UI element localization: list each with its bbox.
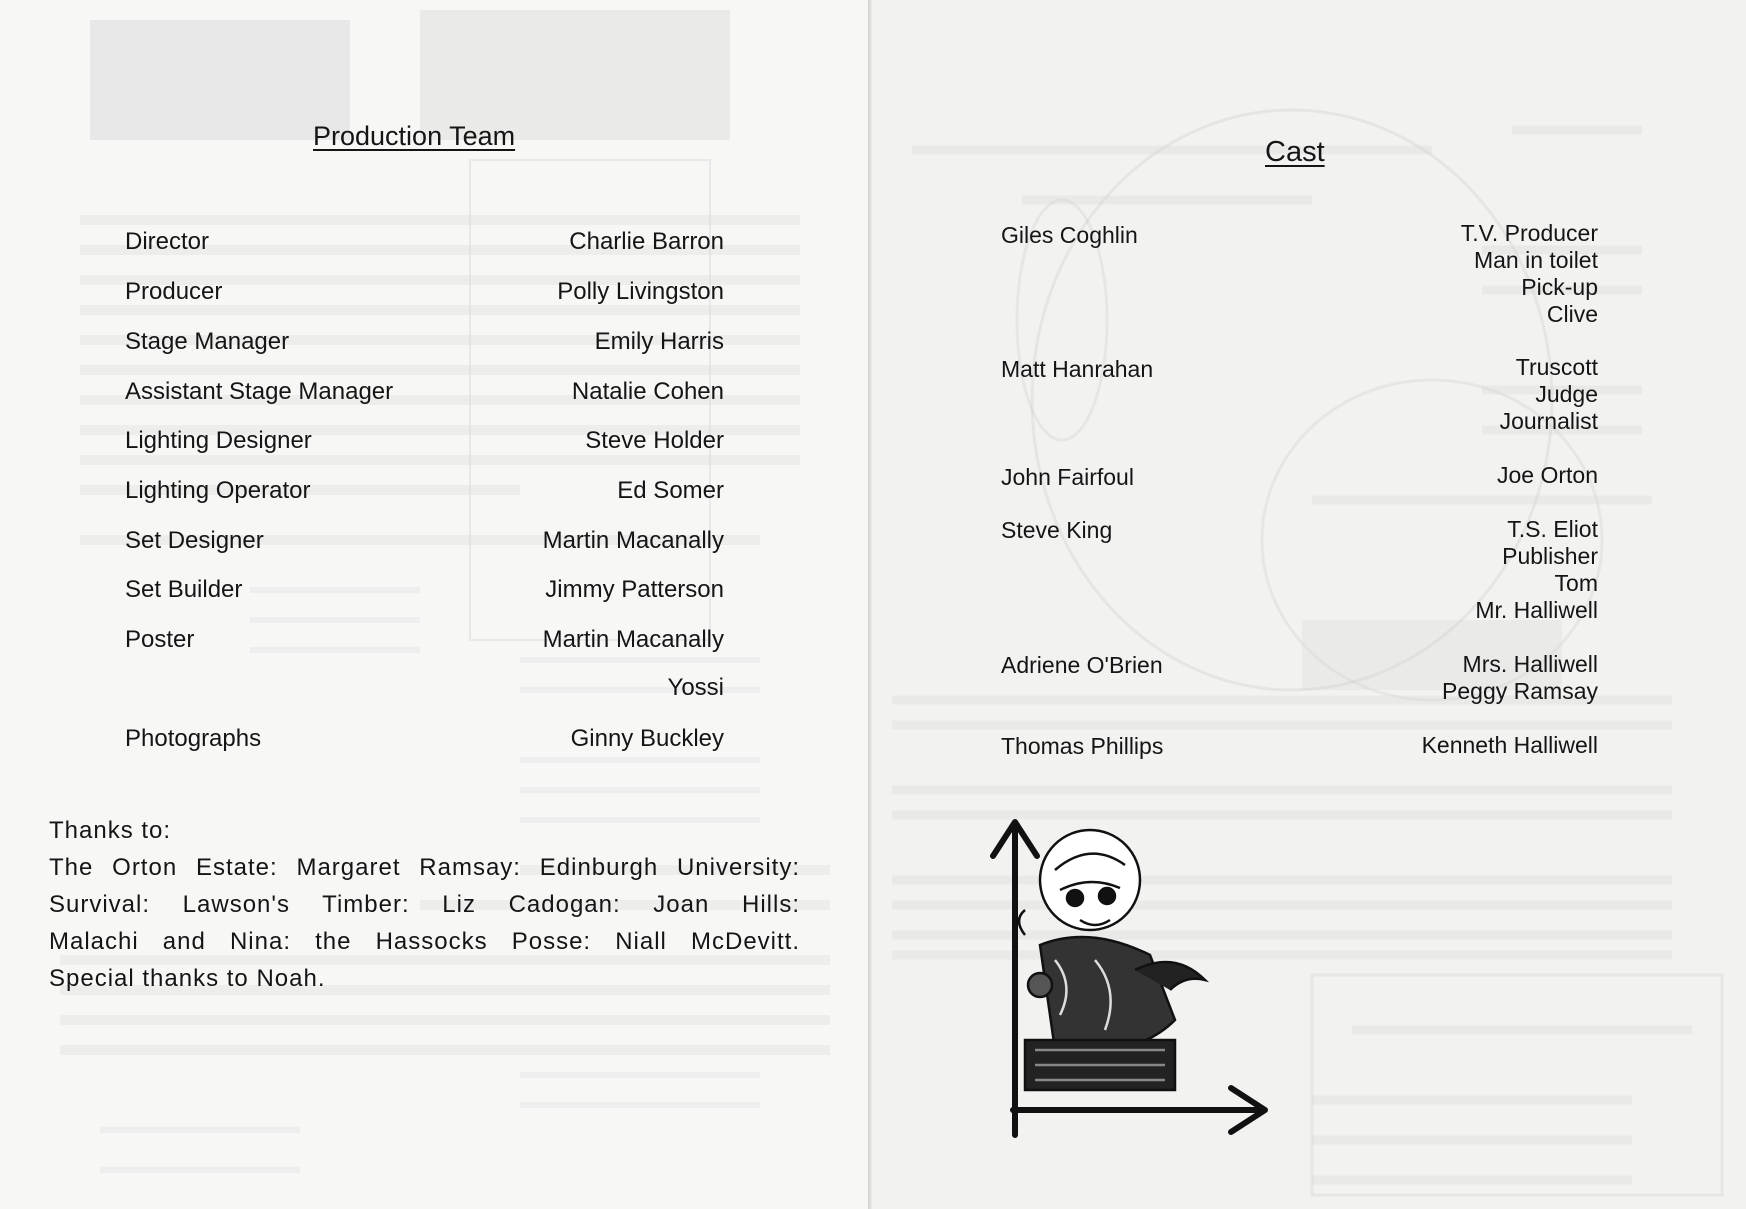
cast-actor: Giles Coghlin — [1001, 222, 1138, 248]
team-role: Director — [125, 228, 210, 255]
team-role: Poster — [125, 626, 195, 653]
team-row — [0, 477, 760, 511]
hunched-figure — [1019, 830, 1205, 1090]
role: Mrs. Halliwell — [1462, 651, 1598, 677]
team-member-name: Charlie Barron — [569, 228, 724, 255]
thanks-heading: Thanks to: — [49, 817, 172, 844]
cast-title: Cast — [1265, 136, 1325, 168]
team-row — [0, 576, 760, 610]
team-row — [0, 674, 760, 708]
team-member-name: Natalie Cohen — [571, 378, 724, 405]
team-member-name: Martin Macanally — [542, 626, 724, 653]
cast-roles — [1497, 462, 1598, 489]
cast-actor: Thomas Phillips — [1001, 733, 1164, 759]
team-member-name: Polly Livingston — [557, 278, 724, 305]
role: Journalist — [1499, 408, 1598, 434]
thanks-line: Malachi and Nina: the Hassocks Posse: Niall McDevitt. — [49, 928, 800, 955]
cast-actor: John Fairfoul — [1001, 464, 1134, 490]
role: Mr. Halliwell — [1475, 597, 1598, 623]
role: Truscott — [1515, 354, 1598, 380]
team-role: Stage Manager — [125, 328, 290, 355]
cast-roles — [1461, 220, 1598, 328]
team-row — [0, 228, 760, 262]
thanks-line: Special thanks to Noah. — [49, 965, 326, 992]
team-role: Producer — [125, 278, 223, 305]
cast-actor: Steve King — [1001, 517, 1113, 543]
role: T.S. Eliot — [1507, 516, 1598, 542]
team-row — [0, 427, 760, 461]
team-member-name: Ginny Buckley — [570, 725, 724, 752]
role: Pick-up — [1521, 274, 1598, 300]
thanks-line: Survival: Lawson's Timber: Liz Cadogan: Joan Hills: — [49, 891, 800, 918]
team-role: Set Builder — [125, 576, 243, 603]
team-row — [0, 328, 760, 362]
production-team-title: Production Team — [313, 121, 516, 151]
team-member-name: Jimmy Patterson — [545, 576, 724, 603]
cast-roles — [1475, 516, 1598, 624]
team-role: Lighting Designer — [125, 427, 312, 454]
cast-actor: Adriene O'Brien — [1001, 652, 1163, 678]
team-role: Assistant Stage Manager — [125, 378, 394, 405]
cast-roles — [1500, 354, 1598, 435]
team-row — [0, 725, 760, 759]
team-member-name: Martin Macanally — [542, 527, 724, 554]
team-member-name: Ed Somer — [617, 477, 724, 504]
team-role: Photographs — [125, 725, 262, 752]
team-row — [0, 278, 760, 312]
cast-roles — [1422, 732, 1598, 759]
team-role: Set Designer — [125, 527, 264, 554]
thanks-line: The Orton Estate: Margaret Ramsay: Edinburgh University: — [49, 854, 800, 881]
role: Kenneth Halliwell — [1421, 732, 1598, 758]
role: Peggy Ramsay — [1442, 678, 1598, 704]
role: Tom — [1554, 570, 1598, 596]
role: Joe Orton — [1497, 462, 1598, 488]
team-row — [0, 527, 760, 561]
right-arrow-icon — [1013, 1088, 1265, 1132]
left-page — [0, 0, 872, 1209]
team-member-name: Yossi — [667, 674, 724, 701]
role: Publisher — [1502, 543, 1598, 569]
team-row — [0, 626, 760, 660]
team-member-name: Emily Harris — [594, 328, 724, 355]
team-role: Lighting Operator — [125, 477, 311, 504]
team-member-name: Steve Holder — [585, 427, 724, 454]
role: Clive — [1546, 301, 1598, 327]
role: Man in toilet — [1473, 247, 1598, 273]
caricature-illustration — [985, 810, 1275, 1140]
cast-actor: Matt Hanrahan — [1001, 356, 1154, 382]
thanks-section — [49, 812, 800, 997]
team-row — [0, 378, 760, 412]
role: T.V. Producer — [1460, 220, 1598, 246]
cast-roles — [1442, 651, 1598, 705]
role: Judge — [1535, 381, 1598, 407]
